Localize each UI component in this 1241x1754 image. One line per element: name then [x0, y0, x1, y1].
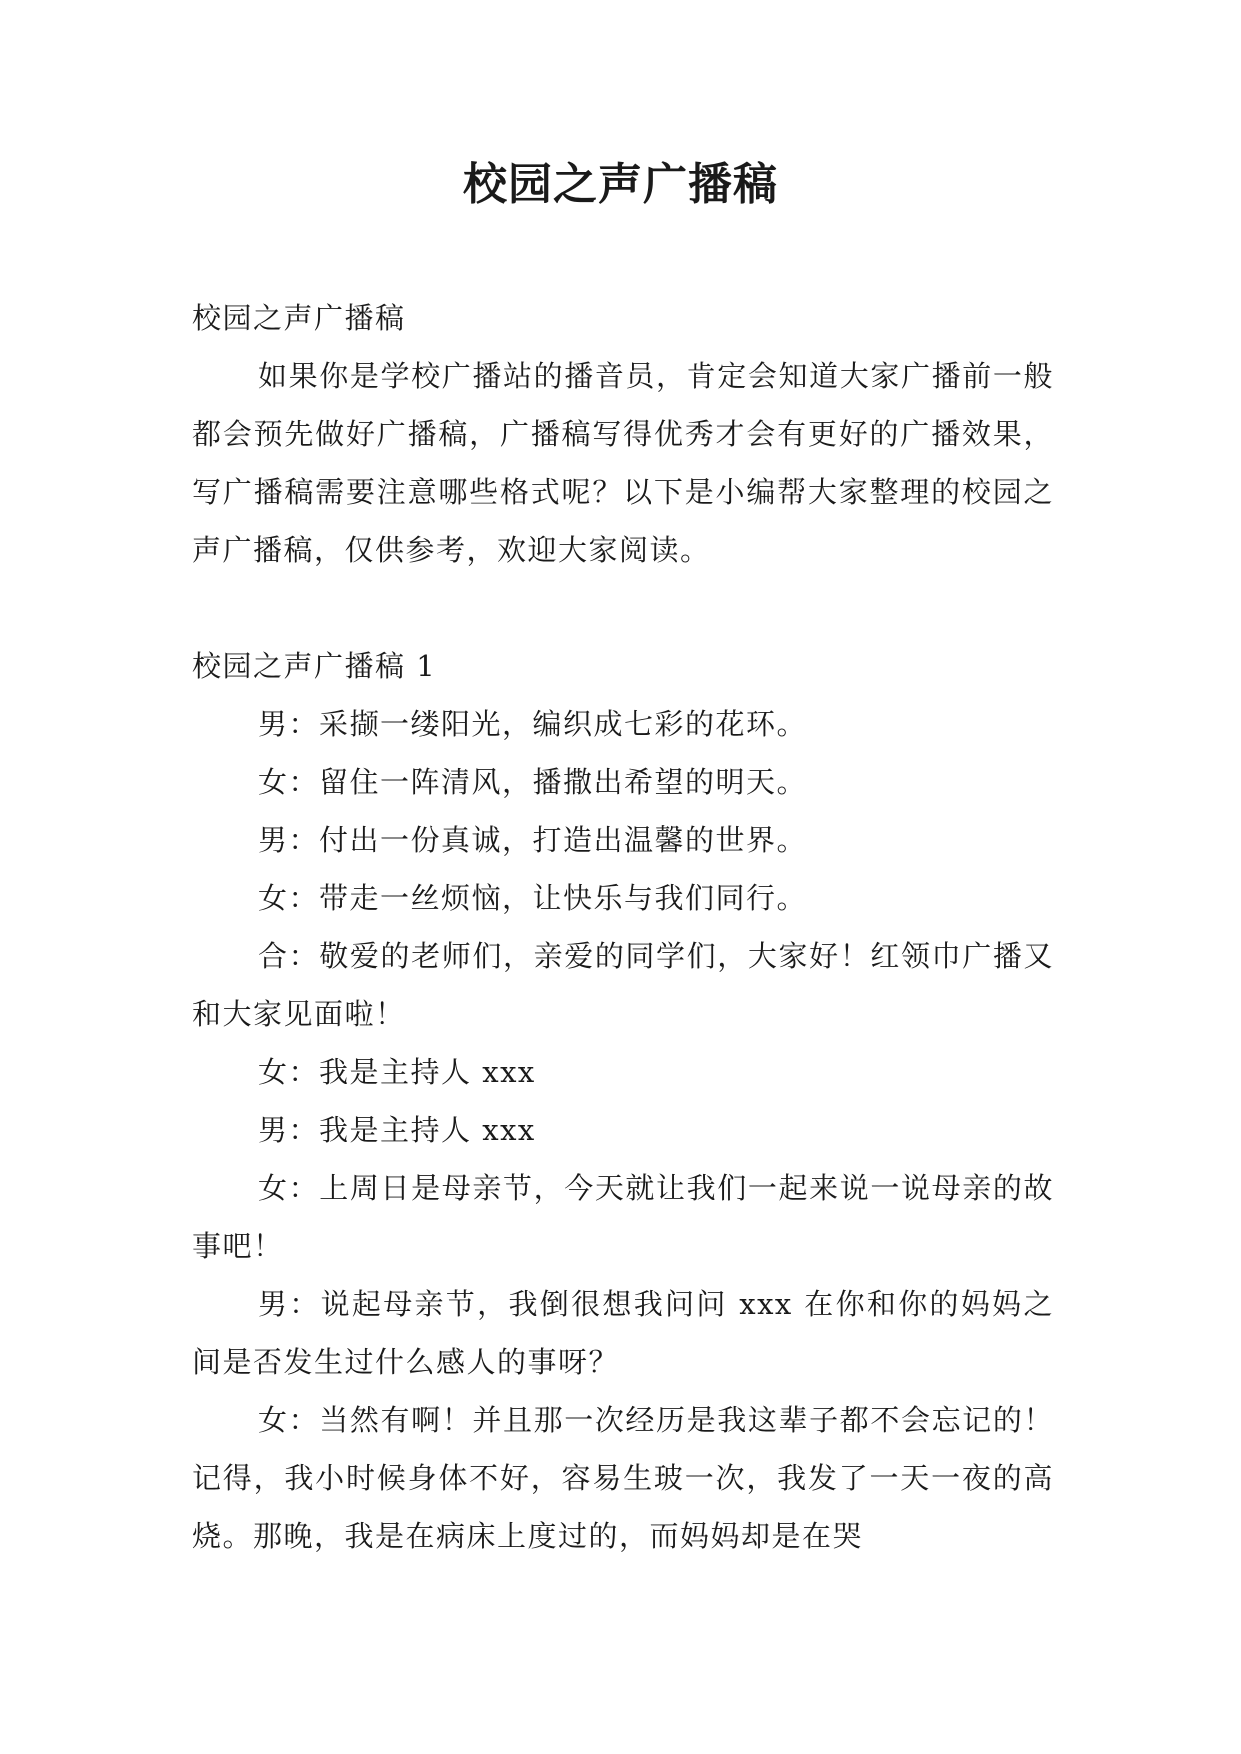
- intro-paragraph: 如果你是学校广播站的播音员，肯定会知道大家广播前一般都会预先做好广播稿，广播稿写得优秀才会有更好的广播效果，写广播稿需要注意哪些格式呢？以下是小编帮大家整理的校园之声广播稿，仅供参考，欢迎大家阅读。: [192, 359, 1054, 567]
- paragraph-spacer: [192, 579, 1054, 637]
- dialogue-line: 男：采撷一缕阳光，编织成七彩的花环。: [258, 707, 808, 741]
- document-body: [192, 289, 1054, 1565]
- dialogue-line: 男：说起母亲节，我倒很想我问问 xxx 在你和你的妈妈之间是否发生过什么感人的事呀？: [192, 1287, 1054, 1379]
- dialogue-line: 男：付出一份真诚，打造出温馨的世界。: [258, 823, 808, 857]
- dialogue-line: 男：我是主持人 xxx: [258, 1113, 536, 1147]
- dialogue-line: 合：敬爱的老师们，亲爱的同学们，大家好！红领巾广播又和大家见面啦！: [192, 939, 1054, 1031]
- dialogue-line: 女：上周日是母亲节，今天就让我们一起来说一说母亲的故事吧！: [192, 1171, 1054, 1263]
- document-title: 校园之声广播稿: [463, 159, 778, 210]
- dialogue-line: 女：当然有啊！并且那一次经历是我这辈子都不会忘记的！记得，我小时候身体不好，容易生玻一次，我发了一天一夜的高烧。那晚，我是在病床上度过的，而妈妈却是在哭: [192, 1403, 1054, 1553]
- section-heading: 校园之声广播稿 1: [192, 649, 437, 683]
- dialogue-line: 女：带走一丝烦恼，让快乐与我们同行。: [258, 881, 808, 915]
- intro-heading: 校园之声广播稿: [192, 301, 406, 335]
- dialogue-line: 女：留住一阵清风，播撒出希望的明天。: [258, 765, 808, 799]
- dialogue-line: 女：我是主持人 xxx: [258, 1055, 536, 1089]
